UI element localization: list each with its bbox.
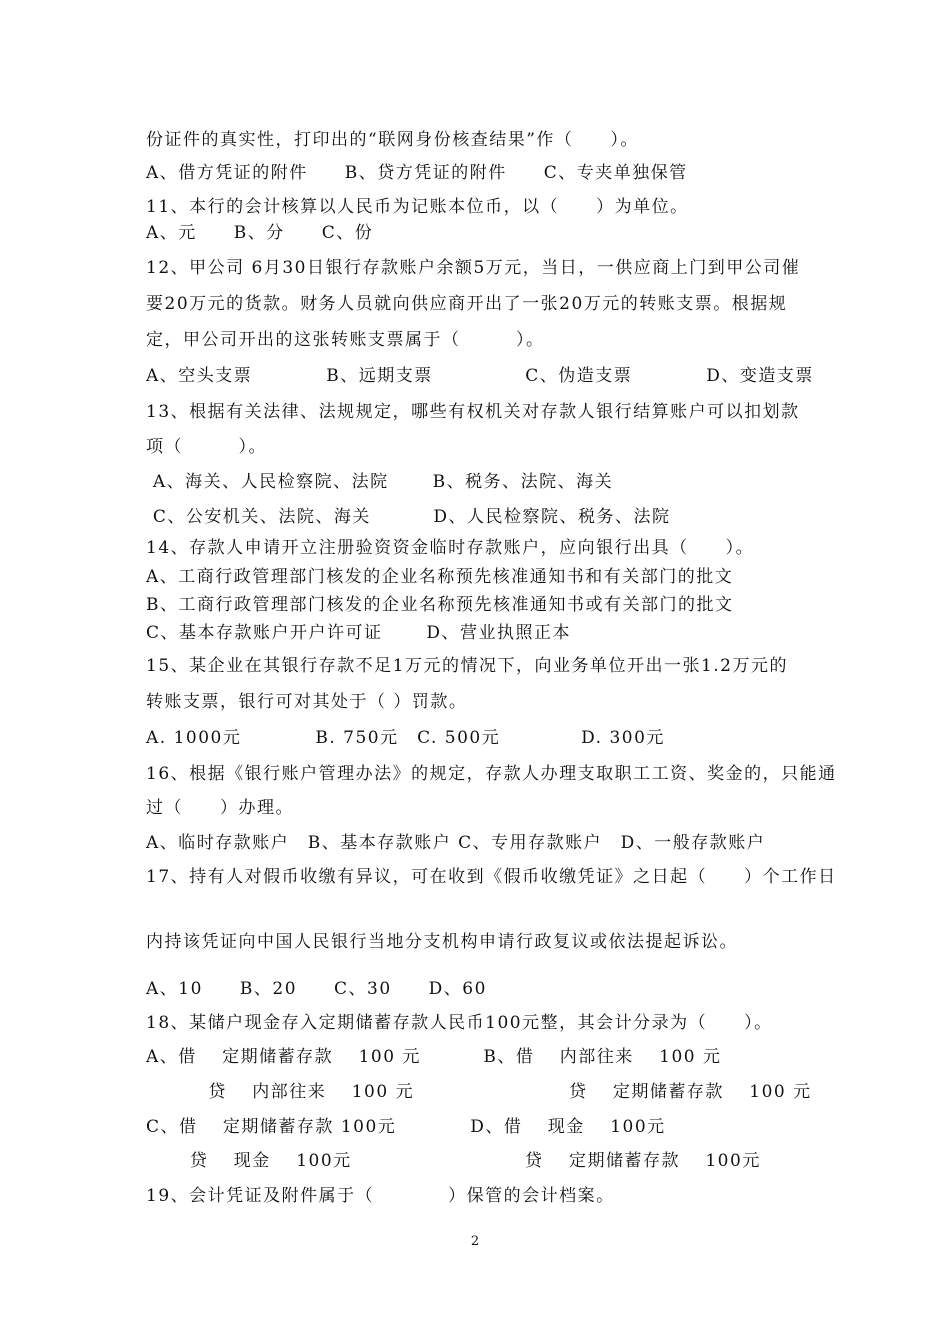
text-line: A、工商行政管理部门核发的企业名称预先核准通知书和有关部门的批文 [146, 567, 734, 587]
text-line: A、元 B、分 C、份 [146, 223, 374, 243]
text-line: 项（ ）。 [146, 437, 267, 457]
text-line: A、临时存款账户 B、基本存款账户 C、专用存款账户 D、一般存款账户 [146, 833, 766, 853]
page-number: 2 [470, 1234, 480, 1249]
text-line: A、10 B、20 C、30 D、60 [146, 979, 487, 999]
text-line: 13、根据有关法律、法规规定，哪些有权机关对存款人银行结算账户可以扣划款 [146, 402, 800, 422]
text-line: 12、甲公司 6月30日银行存款账户余额5万元，当日，一供应商上门到甲公司催 [146, 258, 801, 278]
text-line: 18、某储户现金存入定期储蓄存款人民币100元整，其会计分录为（ ）。 [146, 1013, 773, 1033]
text-line: 贷 内部往来 100 元 贷 定期储蓄存款 100 元 [146, 1082, 812, 1102]
text-line: A. 1000元 B. 750元 C. 500元 D. 300元 [146, 728, 665, 748]
text-line: 内持该凭证向中国人民银行当地分支机构申请行政复议或依法提起诉讼。 [146, 932, 738, 952]
text-line: 转账支票，银行可对其处于（ ）罚款。 [146, 692, 468, 712]
text-line: A、借方凭证的附件 B、贷方凭证的附件 C、专夹单独保管 [146, 163, 688, 183]
text-line: A、空头支票 B、远期支票 C、伪造支票 D、变造支票 [146, 366, 814, 386]
text-line: 11、本行的会计核算以人民币为记账本位币，以（ ）为单位。 [146, 197, 689, 217]
text-line: C、公安机关、法院、海关 D、人民检察院、税务、法院 [146, 507, 671, 527]
text-line: 17、持有人对假币收缴有异议，可在收到《假币收缴凭证》之日起（ ）个工作日 [146, 867, 837, 887]
text-line: A、海关、人民检察院、法院 B、税务、法院、海关 [146, 472, 614, 492]
text-line: 要20万元的货款。财务人员就向供应商开出了一张20万元的转账支票。根据规 [146, 294, 788, 314]
text-line: A、借 定期储蓄存款 100 元 B、借 内部往来 100 元 [146, 1047, 722, 1067]
text-line: 过（ ）办理。 [146, 798, 294, 818]
text-line: 16、根据《银行账户管理办法》的规定，存款人办理支取职工工资、奖金的，只能通 [146, 764, 837, 784]
text-line: 贷 现金 100元 贷 定期储蓄存款 100元 [146, 1151, 761, 1171]
text-line: 19、会计凭证及附件属于（ ）保管的会计档案。 [146, 1186, 615, 1206]
text-line: B、工商行政管理部门核发的企业名称预先核准通知书或有关部门的批文 [146, 595, 734, 615]
text-line: C、基本存款账户开户许可证 D、营业执照正本 [146, 623, 572, 643]
text-line: 14、存款人申请开立注册验资资金临时存款账户，应向银行出具（ ）。 [146, 538, 755, 558]
text-line: 份证件的真实性，打印出的“联网身份核查结果”作（ ）。 [146, 130, 639, 150]
text-line: C、借 定期储蓄存款 100元 D、借 现金 100元 [146, 1117, 666, 1137]
text-line: 定，甲公司开出的这张转账支票属于（ ）。 [146, 330, 545, 350]
text-line: 15、某企业在其银行存款不足1万元的情况下，向业务单位开出一张1.2万元的 [146, 656, 788, 676]
